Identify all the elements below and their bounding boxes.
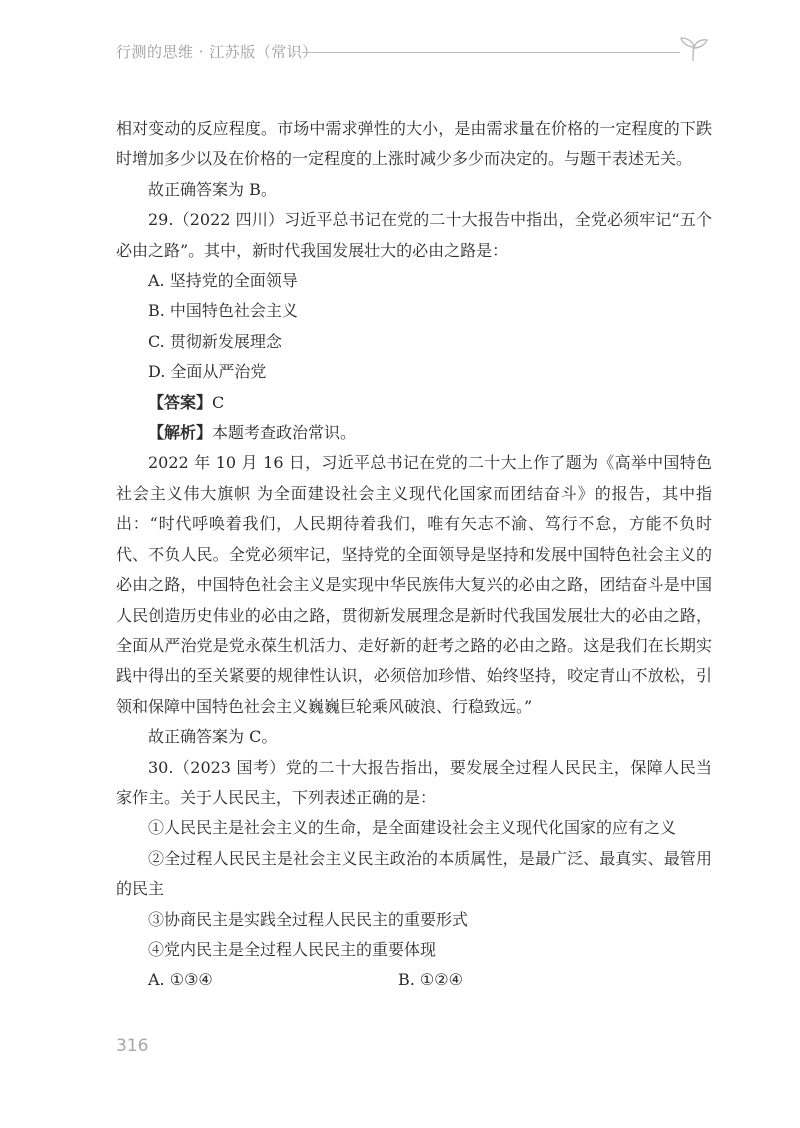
q29-option-a: A. 坚持党的全面领导: [148, 271, 298, 291]
page-number: 316: [116, 1036, 149, 1056]
q29-option-c: C. 贯彻新发展理念: [148, 331, 282, 351]
analysis-label: 【解析】: [148, 423, 213, 443]
header-title: 行测的思维 · 江苏版（常识）: [116, 43, 318, 61]
q30-options-row: [116, 965, 712, 995]
q30-option-a: A. ①③④: [148, 970, 213, 990]
continuation-paragraph: 相对变动的反应程度。市场中需求弹性的大小，是由需求量在价格的一定程度的下跌时增加多少以及在价格的一定程度的上涨时减少多少而决定的。与题干表述无关。: [116, 119, 712, 169]
q30-statement-1: ①人民民主是社会主义的生命，是全面建设社会主义现代化国家的应有之义: [148, 818, 677, 838]
question-30-stem: 30.（2023 国考）党的二十大报告指出，要发展全过程人民民主，保障人民当家作主。关于人民民主，下列表述正确的是：: [116, 757, 712, 807]
q29-option-d: D. 全面从严治党: [148, 362, 267, 382]
q30-option-b: B. ①②④: [398, 970, 463, 990]
page-body: [116, 114, 712, 996]
answer-value: C: [212, 392, 225, 412]
analysis-value: 本题考查政治常识。: [212, 423, 357, 443]
question-29-stem: 29.（2022 四川）习近平总书记在党的二十大报告中指出，全党必须牢记“五个必由之路”。其中，新时代我国发展壮大的必由之路是：: [116, 210, 712, 260]
prev-conclusion: 故正确答案为 B。: [148, 179, 277, 199]
running-header: [116, 36, 716, 66]
q30-statement-3: ③协商民主是实践全过程人民民主的重要形式: [148, 909, 469, 929]
q30-statement-4: ④党内民主是全过程人民民主的重要体现: [148, 939, 437, 959]
sprout-icon: [676, 36, 710, 62]
answer-label: 【答案】: [148, 392, 213, 412]
q29-answer: [116, 388, 712, 418]
q29-conclusion: 故正确答案为 C。: [148, 727, 278, 747]
q29-analysis: [116, 418, 712, 448]
q29-explanation: 2022 年 10 月 16 日，习近平总书记在党的二十大上作了题为《高举中国特色社会主义伟大旗帜 为全面建设社会主义现代化国家而团结奋斗》的报告，其中指出：“时代呼唤着我们，人民期待着我们，唯有矢志不渝、笃行不怠，方能不负时代、不负人民。全党必须牢记，坚持党的全面领导是坚持和发展中国特色社会主义的必由之路，中国特色社会主义是实现中华民族伟大复兴的必由之路，团结奋斗是中国人民创造历史伟业的必由之路，贯彻新发展理念是新时代我国发展壮大的必由之路，全面从严治党是党永葆生机活力、走好新的赶考之路的必由之路。这是我们在长期实践中得出的至关紧要的规律性认识，必须倍加珍惜、始终坚持，咬定青山不放松，引领和保障中国特色社会主义巍巍巨轮乘风破浪、行稳致远。”: [116, 453, 712, 716]
header-rule: [302, 52, 680, 53]
q29-option-b: B. 中国特色社会主义: [148, 301, 298, 321]
q30-statement-2: ②全过程人民民主是社会主义民主政治的本质属性，是最广泛、最真实、最管用的民主: [116, 848, 712, 899]
